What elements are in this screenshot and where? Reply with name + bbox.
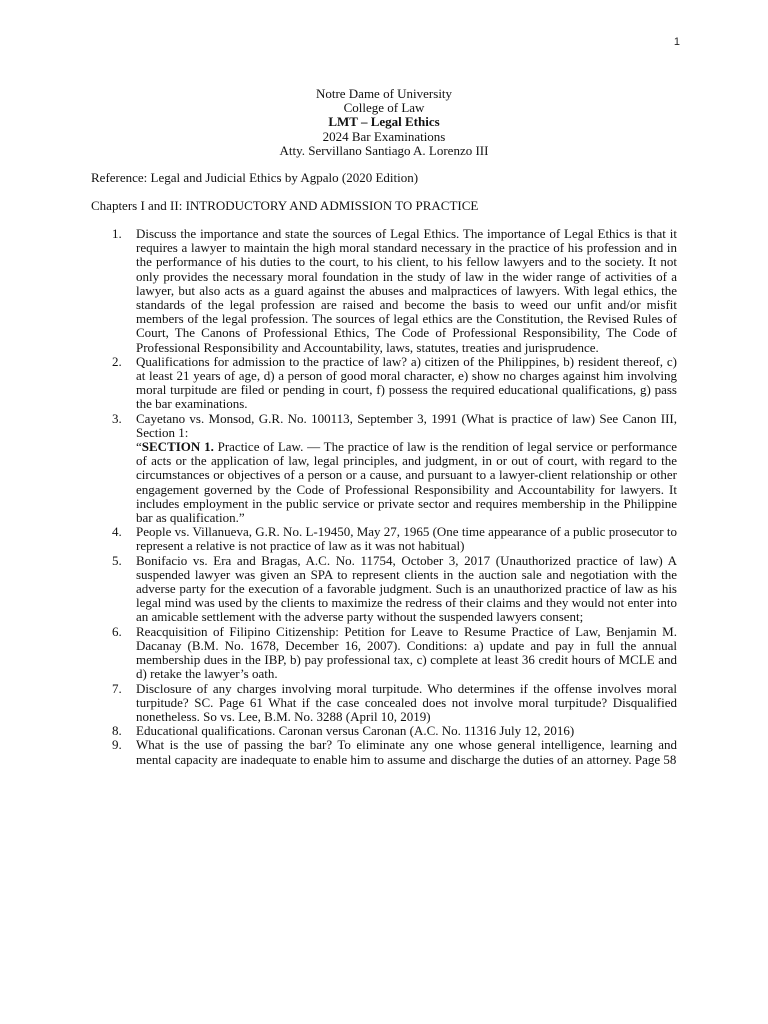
list-item [112,625,677,682]
item-number: 4. [112,524,122,540]
list-item [112,554,677,625]
item-number: 2. [112,353,122,369]
course-title: LMT – Legal Ethics [328,114,440,130]
list-item [112,724,677,738]
item-text: Bonifacio vs. Era and Bragas, A.C. No. 11754, October 3, 2017 (Unauthorized practice of law) A suspended lawyer was given an SPA to represent clients in the auction sale and negotiation with the adverse party for the execution of a favorable judgment. Such is an unauthorized practice of law as his legal mind was used by the clients to maximize the redress of their claims and they would not enter into an amicable settlement with the adverse party without the suspended lawyers consent; [136,552,677,625]
list-item [112,525,677,553]
list-item [112,738,677,766]
item-text: What is the use of passing the bar? To eliminate any one whose general intelligence, learning and mental capacity are inadequate to enable him to assume and discharge the duties of an attorney. Page 58 [136,737,677,767]
question-list [112,227,677,767]
item-number: 1. [112,226,122,241]
quote-section-label: SECTION 1. [141,439,214,455]
quote-text: Practice of Law. — The practice of law is the rendition of legal service or performance of acts or the application of law, legal principles, and judgment, in or out of court, with regard to the circumstances or objectives of a person or a cause, and pursuant to a lawyer-client relationship or other engagement governed by the Code of Professional Responsibility and Accountability for lawyers. It includes employment in the public service or private sector and requires membership in the Philippine bar as qualification.” [136,439,677,526]
document-header [0,87,768,158]
item-text: Reacquisition of Filipino Citizenship: Petition for Leave to Resume Practice of Law, Benjamin M. Dacanay (B.M. No. 1678, December 16, 2007). Conditions: a) update and pay in full the annual membership dues in the IBP, b) pay professional tax, c) complete at least 36 credit hours of MCLE and d) retake the lawyer’s oath. [136,623,677,682]
canon-quote [136,440,677,525]
list-item [112,355,677,412]
item-number: 7. [112,680,122,696]
instructor-name: Atty. Servillano Santiago A. Lorenzo III [279,142,489,158]
item-number: 5. [112,552,122,568]
page-number: 1 [673,36,680,48]
list-item [112,227,677,355]
item-text: Disclosure of any charges involving moral turpitude. Who determines if the offense involves moral turpitude? SC. Page 61 What if the case concealed does not involve moral turpitude? Disqualified nonetheless. So vs. Lee, B.M. No. 3288 (April 10, 2019) [136,680,677,724]
exam-title: 2024 Bar Examinations [322,128,446,144]
item-text: People vs. Villanueva, G.R. No. L-19450, May 27, 1965 (One time appearance of a public prosecutor to represent a relative is not practice of law as it was not habitual) [136,524,677,554]
item-text: Discuss the importance and state the sources of Legal Ethics. The importance of Legal Ethics is that it requires a lawyer to maintain the high moral standard necessary in the practice of his profession and in the performance of his duties to the court, to his client, to his fellow lawyers and to the society. It not only provides the necessary moral foundation in the study of law in the wider range of activities of a lawyer, but also acts as a guard against the abuses and malpractices of lawyers. With legal ethics, the standards of the legal profession are raised and become the basis to weed our unfit and/or misfit members of the legal profession. The sources of legal ethics are the Constitution, the Revised Rules of Court, The Canons of Professional Ethics, The Code of Professional Responsibility, The Code of Professional Responsibility and Accountability, laws, statutes, treaties and jurisprudence. [136,226,677,355]
university-name: Notre Dame of University [315,86,453,101]
list-item [112,682,677,725]
item-text: Cayetano vs. Monsod, G.R. No. 100113, September 3, 1991 (What is practice of law) See Canon III, Section 1: [136,410,677,440]
item-number: 6. [112,623,122,639]
item-number: 3. [112,410,122,426]
quote-open-mark: “ [136,439,142,455]
reference-line: Reference: Legal and Judicial Ethics by Agpalo (2020 Edition) [91,170,419,185]
chapter-heading: Chapters I and II: INTRODUCTORY AND ADMISSION TO PRACTICE [91,198,479,213]
item-number: 9. [112,737,122,753]
item-text: Qualifications for admission to the practice of law? a) citizen of the Philippines, b) resident thereof, c) at least 21 years of age, d) a person of good moral character, e) show no charges against him involving moral turpitude are filed or pending in court, f) possess the required educational qualifications, g) pass the bar examinations. [136,353,677,412]
list-item [112,412,677,526]
item-number: 8. [112,723,122,739]
item-text: Educational qualifications. Caronan versus Caronan (A.C. No. 11316 July 12, 2016) [136,723,575,739]
college-name: College of Law [343,100,425,116]
